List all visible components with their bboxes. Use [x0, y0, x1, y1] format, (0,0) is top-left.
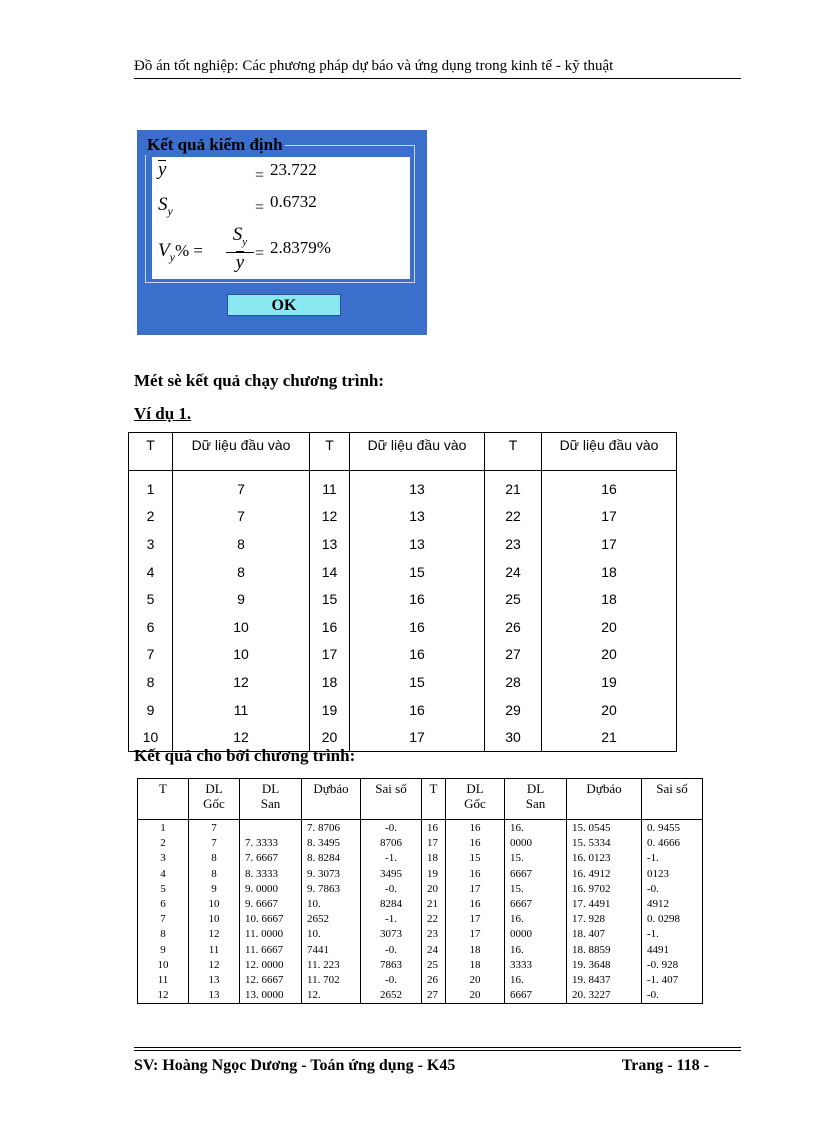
- table-cell: 6667: [505, 867, 567, 882]
- col-header-text: DL Gốc: [464, 781, 486, 811]
- table-cell: 11. 702: [302, 973, 361, 988]
- table-cell: 0. 9455: [642, 820, 703, 837]
- table-cell: 3: [138, 851, 189, 866]
- table-cell: 19. 3648: [567, 958, 642, 973]
- table-cell: 15. 5334: [567, 836, 642, 851]
- table-cell: 8: [129, 668, 173, 696]
- result-dialog: [137, 130, 427, 335]
- table-cell: 25: [422, 958, 446, 973]
- table-row: [138, 820, 703, 837]
- col-header: [189, 779, 240, 820]
- table-cell: -0.: [361, 882, 422, 897]
- page-header: Đồ án tốt nghiệp: Các phương pháp dự báo và ứng dụng trong kinh tế - kỹ thuật: [134, 58, 614, 74]
- table-row: [138, 912, 703, 927]
- table-cell: 7863: [361, 958, 422, 973]
- table-cell: 12: [310, 503, 350, 531]
- table-cell: 18: [542, 585, 677, 613]
- table-header-row: [129, 433, 677, 471]
- table-row: [138, 882, 703, 897]
- table-cell: 9. 3073: [302, 867, 361, 882]
- table-cell: 9. 7863: [302, 882, 361, 897]
- table-cell: 7: [129, 641, 173, 669]
- table-cell: 16: [446, 867, 505, 882]
- table-cell: 7: [189, 820, 240, 837]
- table-cell: 29: [485, 696, 542, 724]
- table-cell: 17. 4491: [567, 897, 642, 912]
- table-cell: -1. 407: [642, 973, 703, 988]
- table-cell: 16.: [505, 912, 567, 927]
- table-cell: 15: [310, 585, 350, 613]
- table-cell: 11: [173, 696, 310, 724]
- table-cell: -1.: [361, 912, 422, 927]
- table-cell: 12. 6667: [240, 973, 302, 988]
- table-row: [138, 927, 703, 942]
- table-header-row: [138, 779, 703, 820]
- table-cell: 26: [422, 973, 446, 988]
- table-cell: -1.: [642, 851, 703, 866]
- table-cell: 17: [350, 723, 485, 751]
- table-cell: 3333: [505, 958, 567, 973]
- table-cell: 16.: [505, 820, 567, 837]
- table-cell: 19: [542, 668, 677, 696]
- table-cell: 21: [485, 471, 542, 503]
- table-cell: 3495: [361, 867, 422, 882]
- table-cell: 20: [310, 723, 350, 751]
- table-row: [129, 471, 677, 503]
- table-cell: 7441: [302, 943, 361, 958]
- table-cell: 12: [173, 723, 310, 751]
- table-cell: 16: [310, 613, 350, 641]
- table-cell: 18: [310, 668, 350, 696]
- table-cell: 5: [129, 585, 173, 613]
- table-cell: 8: [173, 530, 310, 558]
- table-cell: 10.: [302, 897, 361, 912]
- table-cell: 12: [189, 927, 240, 942]
- table-cell: 16. 9702: [567, 882, 642, 897]
- col-header: T: [138, 779, 189, 820]
- table-cell: 4912: [642, 897, 703, 912]
- table-cell: 27: [422, 988, 446, 1004]
- col-header: Dựbáo: [302, 779, 361, 820]
- table-cell: 17: [542, 503, 677, 531]
- footer-author: SV: Hoàng Ngọc Dương - Toán ứng dụng - K45: [134, 1057, 456, 1074]
- table-row: [129, 585, 677, 613]
- table-cell: 17: [542, 530, 677, 558]
- table-cell: 16: [350, 641, 485, 669]
- col-header: T: [422, 779, 446, 820]
- table-cell: 20: [542, 696, 677, 724]
- table-cell: 16.: [505, 943, 567, 958]
- table-cell: 13: [350, 530, 485, 558]
- col-header: Dữ liệu đầu vào: [350, 433, 485, 471]
- table-cell: 3: [129, 530, 173, 558]
- table-cell: 4: [138, 867, 189, 882]
- table-cell: 18. 8859: [567, 943, 642, 958]
- mean-value: 23.722: [270, 160, 317, 179]
- cv-value: 2.8379%: [270, 238, 331, 257]
- table-cell: 2652: [302, 912, 361, 927]
- table-cell: 9: [138, 943, 189, 958]
- table-cell: 2652: [361, 988, 422, 1004]
- table-cell: [240, 820, 302, 837]
- table-cell: 6: [138, 897, 189, 912]
- table-cell: 9: [189, 882, 240, 897]
- table-cell: 26: [485, 613, 542, 641]
- table-cell: 20: [446, 988, 505, 1004]
- col-header: [505, 779, 567, 820]
- table-cell: 8: [189, 867, 240, 882]
- table-cell: 18: [542, 558, 677, 586]
- table-cell: 23: [422, 927, 446, 942]
- table-cell: 6: [129, 613, 173, 641]
- page-footer: [134, 1057, 709, 1075]
- table-row: [138, 988, 703, 1004]
- col-header: T: [310, 433, 350, 471]
- table-cell: 18: [446, 943, 505, 958]
- table-cell: 0000: [505, 927, 567, 942]
- table-cell: 1: [129, 471, 173, 503]
- table-cell: 9: [129, 696, 173, 724]
- table-cell: 3073: [361, 927, 422, 942]
- table-cell: 11: [310, 471, 350, 503]
- table-cell: 17: [422, 836, 446, 851]
- table-cell: 0000: [505, 836, 567, 851]
- table-cell: 8. 8284: [302, 851, 361, 866]
- table-cell: 8. 3495: [302, 836, 361, 851]
- table-cell: -0.: [361, 820, 422, 837]
- table-cell: 11: [138, 973, 189, 988]
- table-cell: 15.: [505, 851, 567, 866]
- table-cell: 12. 0000: [240, 958, 302, 973]
- std-equals: =: [255, 199, 265, 216]
- header-rule: [134, 78, 741, 79]
- table-row: [138, 973, 703, 988]
- table-cell: 13: [310, 530, 350, 558]
- table-row: [138, 897, 703, 912]
- table-cell: 8706: [361, 836, 422, 851]
- table-cell: 5: [138, 882, 189, 897]
- table-cell: 14: [310, 558, 350, 586]
- table-cell: 13: [189, 988, 240, 1004]
- table-cell: 16: [350, 696, 485, 724]
- table-row: [129, 668, 677, 696]
- table-cell: 11: [189, 943, 240, 958]
- example-heading: Ví dụ 1.: [134, 404, 192, 423]
- table-row: [129, 641, 677, 669]
- table-cell: 4: [129, 558, 173, 586]
- col-header: Dựbáo: [567, 779, 642, 820]
- table-row: [138, 836, 703, 851]
- table-cell: 28: [485, 668, 542, 696]
- table-cell: 16: [446, 820, 505, 837]
- table-cell: 12.: [302, 988, 361, 1004]
- col-header-text: DL San: [525, 781, 546, 811]
- table-row: [138, 958, 703, 973]
- table-cell: -0.: [361, 943, 422, 958]
- table-cell: 16: [350, 585, 485, 613]
- table-cell: 2: [138, 836, 189, 851]
- result-panel: [152, 157, 410, 279]
- cv-symbol: $V_y\%$ =: [158, 240, 203, 264]
- col-header: [446, 779, 505, 820]
- table-row: [129, 696, 677, 724]
- footer-rule: [134, 1050, 741, 1051]
- table-cell: 11. 223: [302, 958, 361, 973]
- table-cell: 8284: [361, 897, 422, 912]
- table-cell: 27: [485, 641, 542, 669]
- table-cell: 12: [138, 988, 189, 1004]
- col-header-text: DL San: [260, 781, 281, 811]
- table-cell: 10: [129, 723, 173, 751]
- table-cell: 18: [422, 851, 446, 866]
- table-cell: 15: [350, 558, 485, 586]
- table-cell: 10: [173, 641, 310, 669]
- table-cell: 13. 0000: [240, 988, 302, 1004]
- table-cell: 16: [446, 836, 505, 851]
- table-cell: 8. 3333: [240, 867, 302, 882]
- table-cell: -0.: [642, 988, 703, 1004]
- input-data-table: [128, 432, 677, 752]
- table-cell: 15: [446, 851, 505, 866]
- table-cell: 16: [542, 471, 677, 503]
- table-cell: 7: [173, 503, 310, 531]
- table-cell: 20: [422, 882, 446, 897]
- table-cell: 10. 6667: [240, 912, 302, 927]
- table-cell: 1: [138, 820, 189, 837]
- std-symbol: $S_y$: [158, 194, 173, 218]
- col-header: Dữ liệu đầu vào: [542, 433, 677, 471]
- table-cell: 8: [189, 851, 240, 866]
- table-cell: 16. 4912: [567, 867, 642, 882]
- table-row: [129, 503, 677, 531]
- table-cell: 0. 0298: [642, 912, 703, 927]
- mean-symbol: y: [158, 159, 167, 180]
- col-header: T: [129, 433, 173, 471]
- table-cell: 4491: [642, 943, 703, 958]
- results-table: [137, 778, 703, 1004]
- table-cell: 22: [422, 912, 446, 927]
- table-row: [138, 943, 703, 958]
- col-header: Sai số: [361, 779, 422, 820]
- table-cell: 9. 0000: [240, 882, 302, 897]
- table-cell: 10: [138, 958, 189, 973]
- table-cell: 25: [485, 585, 542, 613]
- table-row: [129, 613, 677, 641]
- table-cell: -0.: [361, 973, 422, 988]
- table-cell: -0. 928: [642, 958, 703, 973]
- table-cell: 18. 407: [567, 927, 642, 942]
- table-cell: 7. 6667: [240, 851, 302, 866]
- table-cell: 16: [350, 613, 485, 641]
- table-cell: 17. 928: [567, 912, 642, 927]
- std-value: 0.6732: [270, 192, 317, 211]
- table-cell: 20: [542, 613, 677, 641]
- table-cell: 15. 0545: [567, 820, 642, 837]
- table-cell: 7. 3333: [240, 836, 302, 851]
- table-cell: 16: [446, 897, 505, 912]
- table-cell: 8: [138, 927, 189, 942]
- table-cell: 11. 6667: [240, 943, 302, 958]
- table-cell: 7: [138, 912, 189, 927]
- table-cell: 7: [189, 836, 240, 851]
- table-cell: 7. 8706: [302, 820, 361, 837]
- ok-button[interactable]: OK: [227, 294, 341, 316]
- table-cell: -1.: [361, 851, 422, 866]
- dialog-title: Kết quả kiểm định: [147, 135, 283, 154]
- table-cell: 0123: [642, 867, 703, 882]
- table-row: [138, 851, 703, 866]
- table-cell: 17: [446, 927, 505, 942]
- footer-rule: [134, 1047, 741, 1048]
- section-heading: Mét sè kết quả chạy chương trình:: [134, 371, 385, 390]
- table-row: [129, 558, 677, 586]
- table-cell: 12: [189, 958, 240, 973]
- table-cell: 8: [173, 558, 310, 586]
- table-cell: 16.: [505, 973, 567, 988]
- table-cell: 19. 8437: [567, 973, 642, 988]
- col-header: T: [485, 433, 542, 471]
- table-cell: 23: [485, 530, 542, 558]
- table-cell: 15: [350, 668, 485, 696]
- table-cell: 0. 4666: [642, 836, 703, 851]
- table-row: [138, 867, 703, 882]
- table-cell: 2: [129, 503, 173, 531]
- table-cell: 16: [422, 820, 446, 837]
- page-number: Trang - 118 -: [621, 1057, 709, 1074]
- table-cell: 13: [350, 471, 485, 503]
- table-cell: 20: [446, 973, 505, 988]
- mean-equals: =: [255, 167, 265, 184]
- cv-fraction: $S_y$ y: [226, 225, 254, 273]
- table-cell: 6667: [505, 897, 567, 912]
- table-cell: 16. 0123: [567, 851, 642, 866]
- col-header: [240, 779, 302, 820]
- table-cell: 21: [542, 723, 677, 751]
- table-cell: 9. 6667: [240, 897, 302, 912]
- table-cell: 7: [173, 471, 310, 503]
- table-cell: 18: [446, 958, 505, 973]
- table-cell: 13: [189, 973, 240, 988]
- table-cell: 17: [310, 641, 350, 669]
- table-row: [129, 530, 677, 558]
- table-cell: 10.: [302, 927, 361, 942]
- table-cell: 17: [446, 882, 505, 897]
- table-cell: 20. 3227: [567, 988, 642, 1004]
- table-cell: 11. 0000: [240, 927, 302, 942]
- table-cell: 12: [173, 668, 310, 696]
- table-cell: -1.: [642, 927, 703, 942]
- table-cell: 13: [350, 503, 485, 531]
- table-cell: -0.: [642, 882, 703, 897]
- cv-equals: =: [255, 245, 265, 262]
- table-cell: 9: [173, 585, 310, 613]
- table-cell: 15.: [505, 882, 567, 897]
- col-header-text: DL Gốc: [203, 781, 225, 811]
- table-cell: 10: [173, 613, 310, 641]
- table-cell: 19: [422, 867, 446, 882]
- table-cell: 10: [189, 912, 240, 927]
- col-header: Dữ liệu đầu vào: [173, 433, 310, 471]
- results-title: Kết quả cho bởi chương trình:: [134, 746, 356, 765]
- table-cell: 24: [422, 943, 446, 958]
- table-cell: 20: [542, 641, 677, 669]
- table-cell: 17: [446, 912, 505, 927]
- table-cell: 21: [422, 897, 446, 912]
- table-cell: 30: [485, 723, 542, 751]
- table-cell: 22: [485, 503, 542, 531]
- table-cell: 6667: [505, 988, 567, 1004]
- table-cell: 19: [310, 696, 350, 724]
- col-header: Sai số: [642, 779, 703, 820]
- table-cell: 24: [485, 558, 542, 586]
- table-cell: 10: [189, 897, 240, 912]
